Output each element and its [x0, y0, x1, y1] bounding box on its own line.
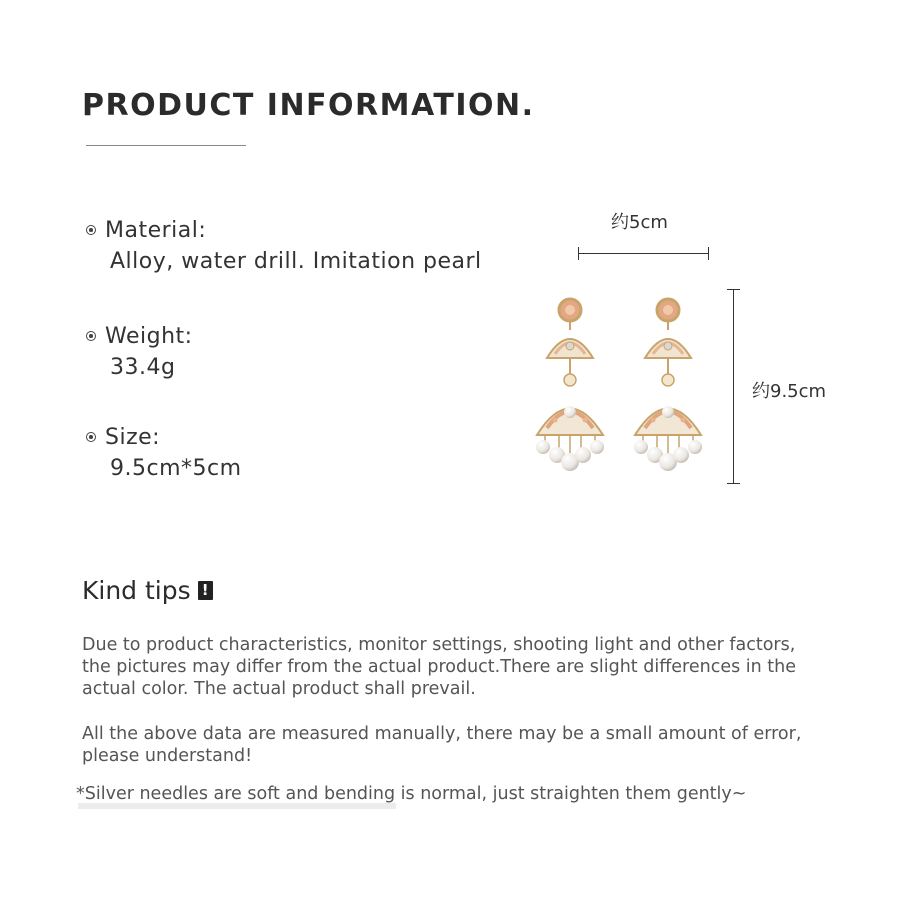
page-title: PRODUCT INFORMATION. — [82, 88, 535, 123]
tips-paragraph-2: All the above data are measured manually, there may be a small amount of error, please understand! — [82, 724, 802, 766]
tips-heading — [82, 576, 213, 605]
width-measure-cap-left — [578, 247, 579, 260]
spec-label: Size: — [105, 424, 161, 450]
spec-value: 9.5cm*5cm — [110, 456, 242, 481]
tips-note: *Silver needles are soft and bending is normal, just straighten them gently~ — [76, 784, 747, 804]
exclamation-icon: ! — [198, 581, 213, 600]
spec-label: Material: — [105, 217, 207, 243]
bullet-icon — [86, 432, 96, 442]
spec-label: Weight: — [105, 323, 193, 349]
bullet-icon — [86, 331, 96, 341]
spec-value: Alloy, water drill. Imitation pearl — [110, 249, 482, 274]
height-label: 约9.5cm — [752, 381, 827, 402]
tips-heading-text: Kind tips — [82, 576, 191, 605]
height-measure-cap-bottom — [727, 483, 740, 484]
tips-paragraph-1: Due to product characteristics, monitor settings, shooting light and other factors, the pictures may differ from the actual product.There are slight differences in the actual color. The actual product shall prevail. — [82, 635, 796, 699]
height-measure-cap-top — [727, 289, 740, 290]
title-divider — [86, 145, 246, 146]
width-label: 约5cm — [611, 212, 668, 233]
earrings-image — [525, 290, 725, 480]
spec-material — [86, 215, 482, 274]
width-measure-cap-right — [708, 247, 709, 260]
height-measure-line — [733, 289, 734, 484]
bullet-icon — [86, 225, 96, 235]
spec-weight — [86, 321, 193, 380]
spec-size — [86, 422, 242, 481]
spec-value: 33.4g — [110, 355, 176, 380]
width-measure-line — [578, 253, 709, 254]
